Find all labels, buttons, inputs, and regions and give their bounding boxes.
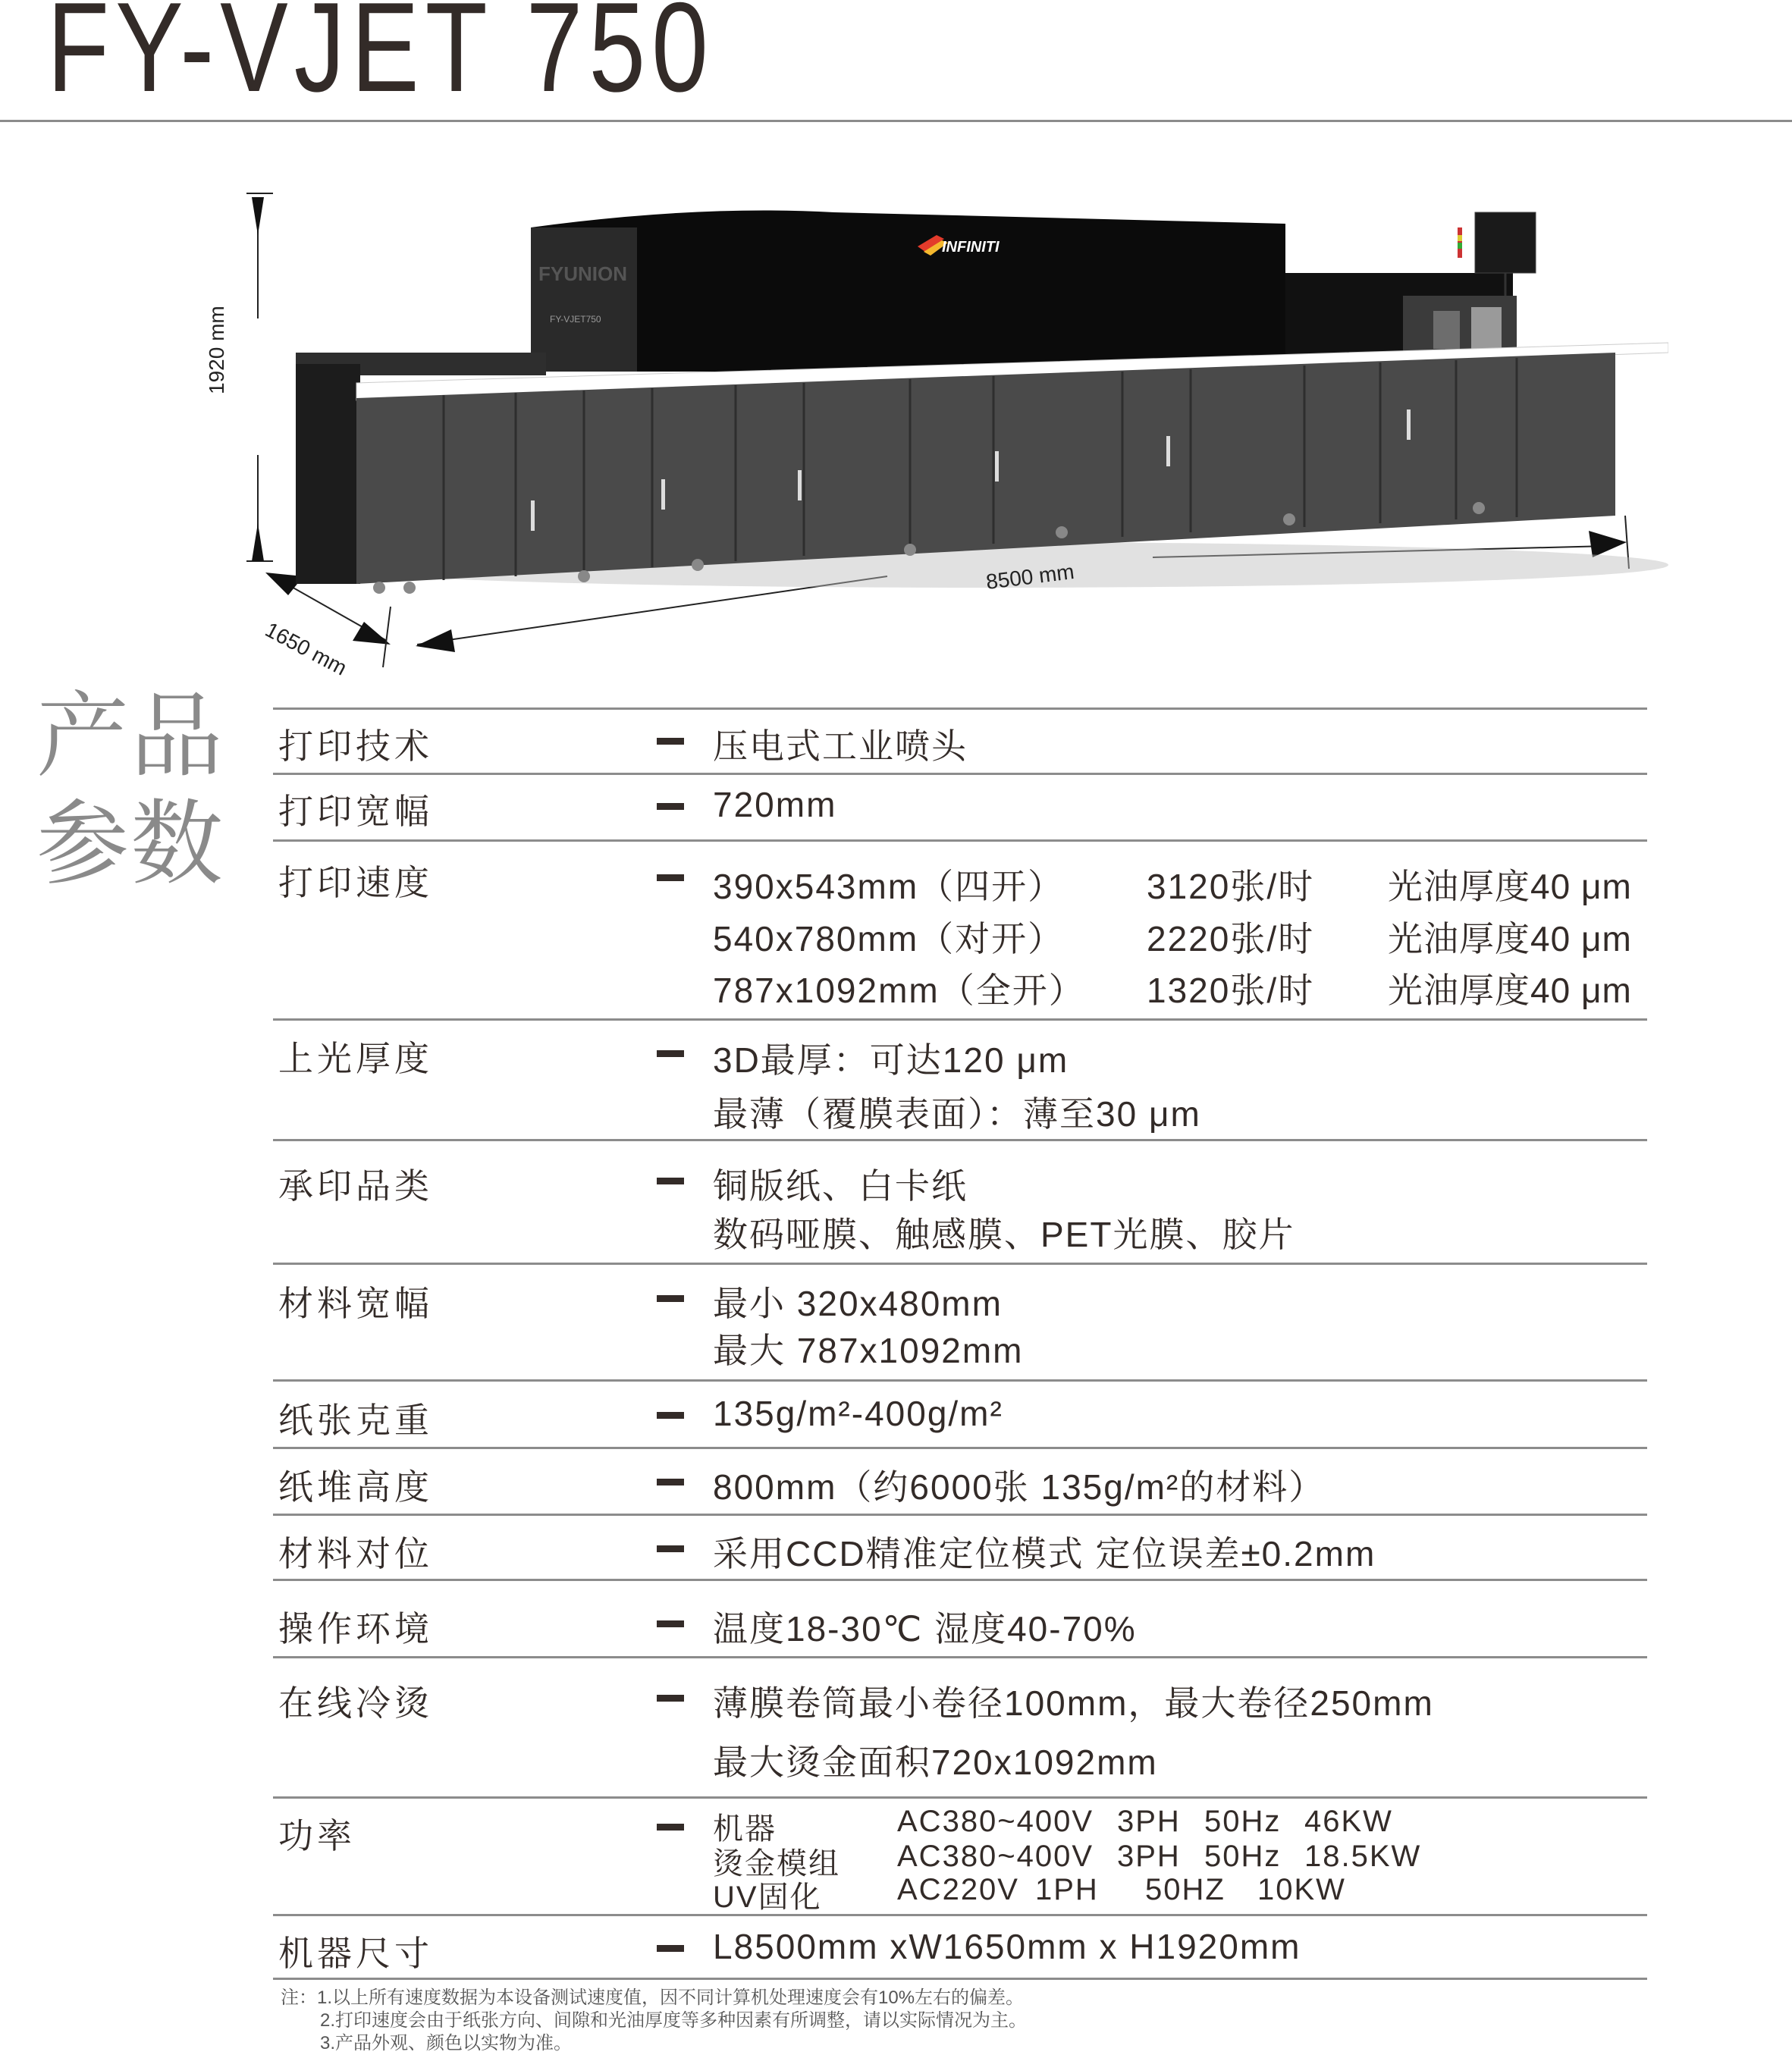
power-voltage: AC220V	[897, 1873, 1019, 1906]
power-voltage: AC380~400V	[897, 1840, 1094, 1873]
speed-rate: 2220张/时	[1147, 919, 1315, 958]
spec-value: 采用CCD精准定位模式 定位误差±0.2mm	[713, 1534, 1376, 1573]
speed-varnish: 光油厚度40 μm	[1388, 971, 1632, 1010]
spec-label: 功率	[278, 1816, 356, 1856]
spec-label: 材料宽幅	[278, 1284, 433, 1323]
dash-separator	[657, 1412, 684, 1419]
footnote-prefix: 注：	[281, 1987, 317, 2008]
table-divider	[273, 1796, 1647, 1799]
speed-varnish: 光油厚度40 μm	[1388, 919, 1632, 958]
spec-value-line2: 数码哑膜、触感膜、PET光膜、胶片	[713, 1215, 1295, 1254]
spec-label: 打印速度	[278, 863, 433, 902]
spec-label: 上光厚度	[278, 1039, 433, 1078]
table-divider	[273, 1978, 1647, 1980]
power-phase: 3PH	[1117, 1840, 1181, 1873]
table-divider	[273, 1018, 1647, 1021]
product-model-title: FY-VJET 750	[47, 0, 714, 118]
spec-label: 打印技术	[278, 726, 433, 766]
spec-value-line2: 最薄（覆膜表面）：薄至30 μm	[713, 1094, 1201, 1134]
spec-label: 材料对位	[278, 1534, 433, 1573]
footnotes	[281, 1987, 1027, 2055]
height-dimension-label: 1920 mm	[205, 306, 228, 394]
spec-label: 打印宽幅	[278, 792, 433, 831]
speed-rate: 3120张/时	[1147, 867, 1315, 906]
table-divider	[273, 707, 1647, 710]
dash-separator	[657, 1479, 684, 1485]
length-dimension-label: 8500 mm	[984, 560, 1076, 594]
speed-varnish: 光油厚度40 μm	[1388, 867, 1632, 906]
section-title-line2: 参数	[36, 792, 224, 896]
section-title-product-specs	[36, 682, 226, 898]
printer-machine-icon	[228, 182, 1668, 698]
spec-value-line1: 铜版纸、白卡纸	[713, 1166, 968, 1206]
dash-separator	[657, 1620, 684, 1627]
dash-separator	[657, 1945, 684, 1952]
speed-size: 390x543mm（四开）	[713, 867, 1065, 906]
power-voltage: AC380~400V	[897, 1805, 1094, 1838]
dash-separator	[657, 1178, 684, 1184]
table-divider	[273, 1139, 1647, 1141]
table-divider	[273, 1656, 1647, 1658]
power-phase: 1PH	[1035, 1873, 1099, 1906]
spec-value: L8500mm xW1650mm x H1920mm	[713, 1927, 1301, 1966]
spec-value: 135g/m²-400g/m²	[713, 1394, 1003, 1433]
spec-label: 承印品类	[278, 1166, 433, 1206]
power-phase: 3PH	[1117, 1805, 1181, 1838]
footnote-text: 1.以上所有速度数据为本设备测试速度值，因不同计算机处理速度会有10%左右的偏差。	[317, 1987, 1025, 2008]
power-frequency: 50Hz	[1204, 1840, 1282, 1873]
footnote-2: 2.打印速度会由于纸张方向、间隙和光油厚度等多种因素有所调整，请以实际情况为主。	[320, 2010, 1028, 2031]
table-divider	[273, 1447, 1647, 1449]
footnote-1	[281, 1987, 1027, 2009]
svg-text:FYUNION: FYUNION	[538, 262, 627, 285]
dash-separator	[657, 803, 684, 810]
svg-text:INFINITI: INFINITI	[942, 239, 1000, 256]
spec-value-line1: 3D最厚：可达120 μm	[713, 1040, 1069, 1080]
dash-separator	[657, 1545, 684, 1552]
table-divider	[273, 1514, 1647, 1516]
power-frequency: 50HZ	[1145, 1873, 1226, 1906]
power-kw: 10KW	[1257, 1873, 1346, 1906]
speed-size: 787x1092mm（全开）	[713, 971, 1085, 1010]
speed-size: 540x780mm（对开）	[713, 919, 1065, 958]
table-divider	[273, 1579, 1647, 1581]
power-name: UV固化	[713, 1881, 822, 1914]
spec-value: 压电式工业喷头	[713, 726, 968, 766]
section-title-line1: 产品	[36, 685, 224, 788]
table-divider	[273, 773, 1647, 775]
spec-value-line2: 最大烫金面积720x1092mm	[713, 1743, 1158, 1782]
table-divider	[273, 1914, 1647, 1916]
dash-separator	[657, 1050, 684, 1057]
spec-label: 在线冷烫	[278, 1683, 433, 1723]
spec-value-line1: 最小 320x480mm	[713, 1284, 1003, 1323]
dash-separator	[657, 1695, 684, 1702]
title-divider	[0, 120, 1792, 122]
spec-label: 操作环境	[278, 1609, 433, 1649]
spec-label: 纸张克重	[278, 1401, 433, 1440]
table-divider	[273, 1263, 1647, 1265]
power-frequency: 50Hz	[1204, 1805, 1282, 1838]
power-name: 烫金模组	[713, 1847, 840, 1881]
dash-separator	[657, 1295, 684, 1302]
svg-text:FY-VJET750: FY-VJET750	[550, 314, 601, 325]
spec-value-line1: 薄膜卷筒最小卷径100mm，最大卷径250mm	[713, 1683, 1434, 1723]
spec-label: 机器尺寸	[278, 1934, 433, 1973]
spec-value: 720mm	[713, 785, 837, 824]
dash-separator	[657, 874, 684, 881]
spec-value: 温度18-30℃ 湿度40-70%	[713, 1609, 1137, 1649]
spec-label: 纸堆高度	[278, 1467, 433, 1507]
spec-value-line2: 最大 787x1092mm	[713, 1331, 1024, 1370]
spec-value: 800mm（约6000张 135g/m²的材料）	[713, 1467, 1326, 1507]
footnote-3: 3.产品外观、颜色以实物为准。	[320, 2033, 573, 2053]
table-divider	[273, 839, 1647, 842]
width-dimension-label: 1650 mm	[261, 617, 351, 680]
speed-rate: 1320张/时	[1147, 971, 1315, 1010]
power-kw: 46KW	[1304, 1805, 1393, 1838]
table-divider	[273, 1379, 1647, 1382]
machine-illustration	[205, 182, 1668, 698]
power-name: 机器	[713, 1812, 777, 1846]
power-kw: 18.5KW	[1304, 1840, 1422, 1873]
dash-separator	[657, 1824, 684, 1831]
dash-separator	[657, 738, 684, 745]
